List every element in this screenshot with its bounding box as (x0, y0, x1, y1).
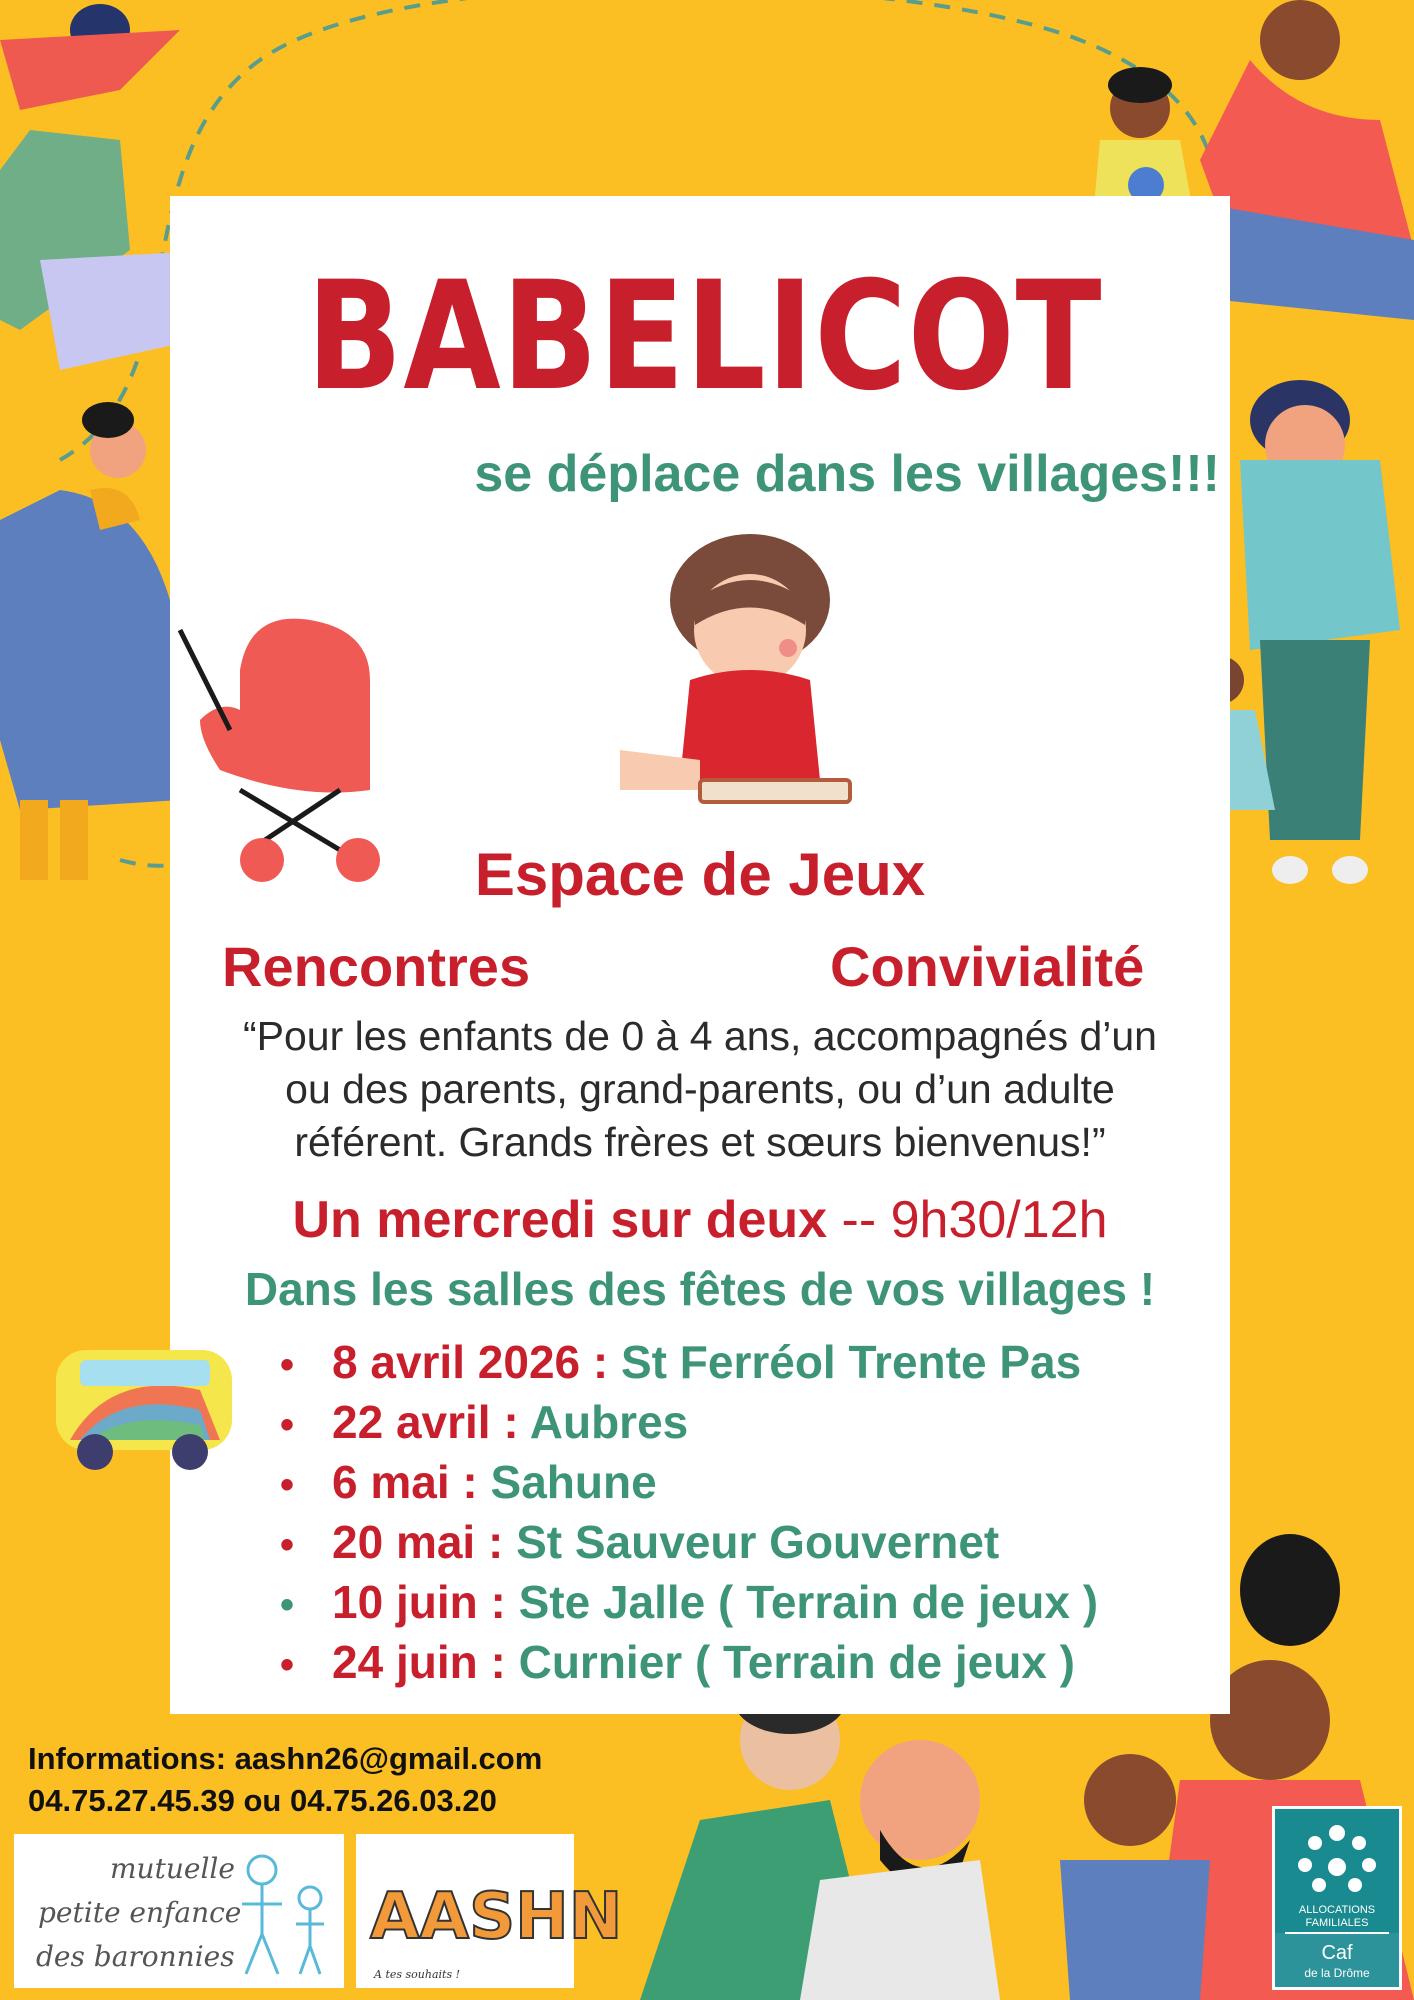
caf-text: de la Drôme (1304, 1966, 1370, 1980)
event-date: 8 avril 2026 : (332, 1336, 609, 1388)
schedule-line (170, 1190, 1230, 1250)
caf-text: FAMILIALES (1305, 1917, 1369, 1929)
mutuelle-text: petite enfance (38, 1896, 242, 1929)
heading-espace: Espace de Jeux (474, 841, 926, 908)
list-item (280, 1514, 1098, 1574)
aashn-tagline: A tes souhaits ! (374, 1968, 461, 1981)
event-date: 10 juin : (332, 1576, 506, 1628)
bullet: • (280, 1403, 295, 1447)
event-place: St Ferréol Trente Pas (608, 1336, 1082, 1388)
audience-quote (170, 1010, 1230, 1169)
heading-rencontres: Rencontres (222, 935, 531, 998)
mutuelle-text: des baronnies (36, 1940, 235, 1973)
contact-phones: 04.75.27.45.39 ou 04.75.26.03.20 (28, 1783, 497, 1818)
bullet: • (280, 1343, 295, 1387)
event-date: 22 avril : (332, 1396, 519, 1448)
aashn-text: AASHN (370, 1880, 623, 1954)
caf-logo (1272, 1806, 1402, 1990)
bullet: • (280, 1583, 295, 1627)
bullet: • (280, 1643, 295, 1687)
list-item (280, 1334, 1098, 1394)
event-date: 24 juin : (332, 1636, 506, 1688)
list-item (280, 1394, 1098, 1454)
heading-convivialite: Convivialité (830, 935, 1145, 998)
event-place: Curnier ( Terrain de jeux ) (505, 1636, 1075, 1688)
mutuelle-logo-art (14, 1834, 344, 1988)
schedule-time: -- 9h30/12h (827, 1191, 1108, 1249)
caf-logo-art (1275, 1809, 1399, 1987)
venue-line: Dans les salles des fêtes de vos villages ! (244, 1263, 1156, 1315)
child-illustration (600, 530, 860, 830)
contact-email: Informations: aashn26@gmail.com (28, 1741, 543, 1776)
schedule-frequency: Un mercredi sur deux (292, 1191, 828, 1249)
mutuelle-text: mutuelle (110, 1852, 235, 1885)
dates-list (280, 1334, 1098, 1694)
event-place: St Sauveur Gouvernet (503, 1516, 1000, 1568)
bullet: • (280, 1463, 295, 1507)
quote-line: “Pour les enfants de 0 à 4 ans, accompagnés d’un (243, 1013, 1157, 1059)
list-item (280, 1574, 1098, 1634)
event-place: Aubres (518, 1396, 689, 1448)
list-item (280, 1454, 1098, 1514)
event-date: 6 mai : (332, 1456, 478, 1508)
bullet: • (280, 1523, 295, 1567)
page-title: BABELICOT (306, 250, 1103, 424)
quote-line: ou des parents, grand-parents, ou d’un adulte (285, 1066, 1115, 1112)
caf-text: ALLOCATIONS (1298, 1904, 1376, 1916)
event-place: Sahune (477, 1456, 657, 1508)
van-icon (50, 1340, 240, 1480)
event-date: 20 mai : (332, 1516, 504, 1568)
subtitle: se déplace dans les villages!!! (474, 445, 1220, 503)
mutuelle-logo (14, 1834, 344, 1988)
list-item (280, 1634, 1098, 1694)
quote-line: référent. Grands frères et sœurs bienvenus!” (294, 1119, 1106, 1165)
aashn-logo-art (356, 1834, 623, 1988)
aashn-logo (356, 1834, 623, 1988)
caf-text: Caf (1321, 1942, 1353, 1964)
event-place: Ste Jalle ( Terrain de jeux ) (505, 1576, 1099, 1628)
contact-info (28, 1738, 542, 1822)
